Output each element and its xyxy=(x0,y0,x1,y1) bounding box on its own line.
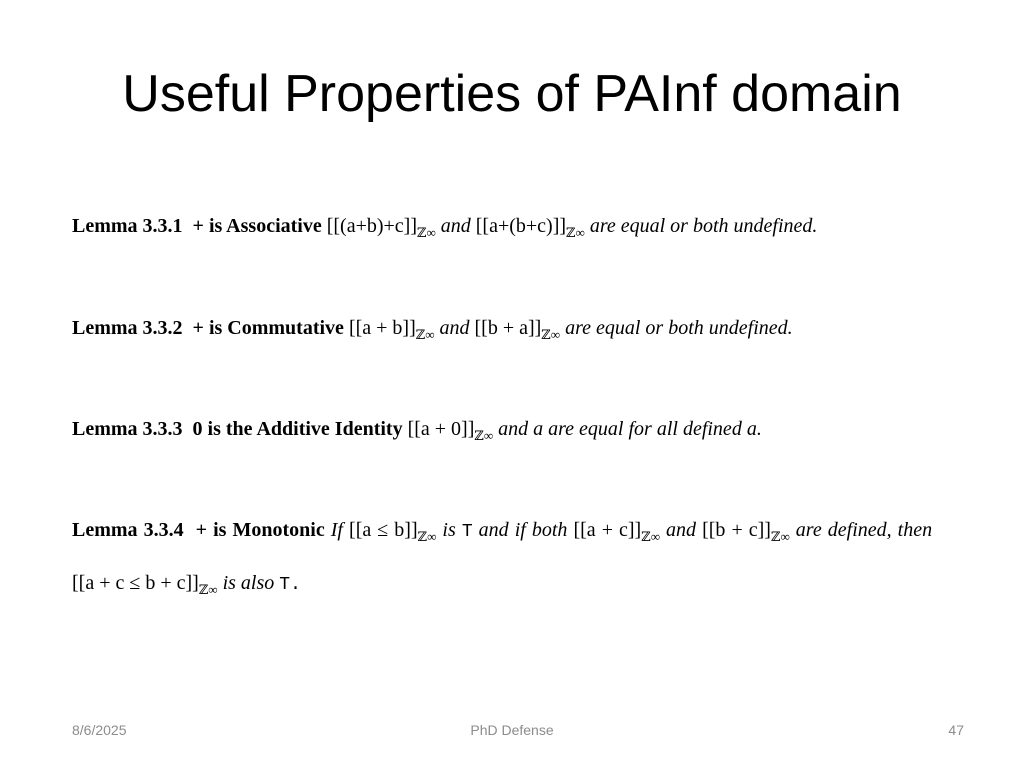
lemma-text: is xyxy=(442,519,456,541)
formula: [[a + c]] xyxy=(573,519,642,541)
lemma-text: and xyxy=(666,519,697,541)
lemma-text: If xyxy=(330,519,343,541)
formula: [[a+(b+c)]] xyxy=(475,215,567,237)
truth-value: T. xyxy=(279,575,301,595)
formula: [[b + c]] xyxy=(702,519,771,541)
lemma-label: Lemma 3.3.1 xyxy=(72,215,183,237)
lemma-text: are equal or both undefined. xyxy=(589,215,818,237)
lemma-text: is also xyxy=(222,572,275,594)
lemma-text: and if both xyxy=(478,519,568,541)
formula-subscript: ℤ∞ xyxy=(566,225,585,240)
lemma-name: + is Associative xyxy=(192,215,322,237)
truth-value: T xyxy=(461,522,473,542)
lemma-text: are equal or both undefined. xyxy=(565,317,793,339)
formula-subscript: ℤ∞ xyxy=(198,582,218,597)
formula: [[(a+b)+c]] xyxy=(326,215,417,237)
slide-title: Useful Properties of PAInf domain xyxy=(122,65,902,123)
lemma-3-3-4 xyxy=(72,507,932,613)
formula-subscript: ℤ∞ xyxy=(474,428,494,443)
formula: [[b + a]] xyxy=(474,317,542,339)
lemma-3-3-1 xyxy=(72,203,952,256)
variable: a xyxy=(533,418,544,440)
formula: [[a + b]] xyxy=(348,317,416,339)
formula-subscript: ℤ∞ xyxy=(417,225,436,240)
lemma-label: Lemma 3.3.4 xyxy=(72,519,184,541)
lemma-3-3-3 xyxy=(72,406,952,459)
lemma-label: Lemma 3.3.3 xyxy=(72,418,183,440)
lemma-name: + is Monotonic xyxy=(195,519,325,541)
formula-subscript: ℤ∞ xyxy=(415,327,435,342)
lemma-label: Lemma 3.3.2 xyxy=(72,317,183,339)
lemma-text: are defined, then xyxy=(795,519,933,541)
footer-date: 8/6/2025 xyxy=(72,722,127,738)
slide-number: 47 xyxy=(948,722,964,738)
formula-subscript: ℤ∞ xyxy=(417,529,437,544)
formula-subscript: ℤ∞ xyxy=(641,529,660,544)
lemma-text: and xyxy=(498,418,529,440)
lemma-text: and xyxy=(440,215,471,237)
formula-subscript: ℤ∞ xyxy=(541,327,561,342)
formula: [[a + 0]] xyxy=(407,418,475,440)
variable: a. xyxy=(746,418,762,440)
lemma-text: and xyxy=(439,317,470,339)
formula: [[a ≤ b]] xyxy=(349,519,418,541)
lemma-3-3-2 xyxy=(72,305,952,358)
lemma-text: are equal for all defined xyxy=(548,418,742,440)
lemma-name: 0 is the Additive Identity xyxy=(192,418,403,440)
lemma-name: + is Commutative xyxy=(192,317,344,339)
formula-subscript: ℤ∞ xyxy=(770,529,790,544)
formula: [[a + c ≤ b + c]] xyxy=(72,572,199,594)
footer-title: PhD Defense xyxy=(470,722,554,738)
